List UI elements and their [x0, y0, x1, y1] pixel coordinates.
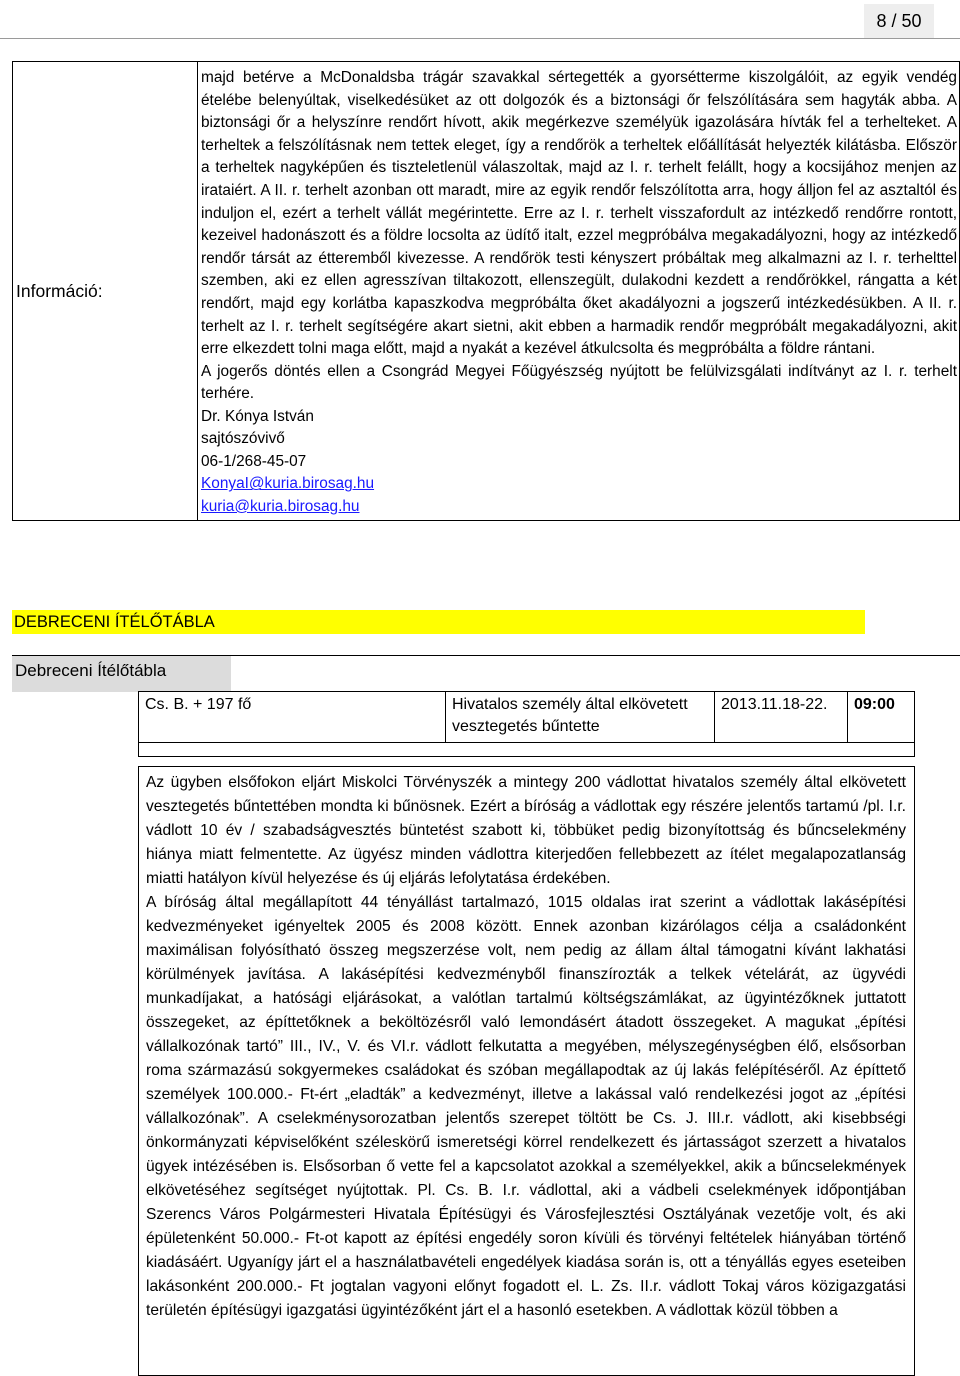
contact-email-link[interactable]: kuria@kuria.birosag.hu — [201, 497, 360, 515]
case-id: Cs. B. + 197 fő — [139, 692, 446, 743]
case-paragraph: A jogerős döntés ellen a Csongrád Megyei Főügyészség nyújtott be felülvizsgálati indítványt az I. r. terhelt terhére. — [201, 362, 957, 403]
summary-paragraph: Az ügyben elsőfokon eljárt Miskolci Törvényszék a mintegy 200 vádlottat hivatalos személy által elkövetett vesztegetés bűntettében mondta ki bűnösnek. Ezért a bíróság a vádlottak egy részére jelentős tartamú /pl. I.r. vádlott 10 év / szabadságvesztés büntetést szabott ki, többüket pedig bizonyítottság és bűncselekmény hiánya miatt felmentette. Az ügyész minden vádlottra kiterjedően fellebbezett az ítélet megalapozatlanság miatti hatályon kívül helyezése és új eljárás lefolytatása érdekében. — [146, 774, 906, 887]
contact-block — [201, 406, 957, 519]
page-number: 8 / 50 — [864, 4, 934, 38]
court-name: Debreceni Ítélőtábla — [12, 656, 231, 692]
table-spacer-row — [138, 742, 915, 757]
header-rule — [0, 38, 960, 39]
contact-email-link[interactable]: KonyaI@kuria.birosag.hu — [201, 475, 375, 493]
case-charge: Hivatalos személy által elkövetett vesztegetés bűntette — [446, 692, 715, 743]
case-paragraph: majd betérve a McDonaldsba trágár szavakkal sértegették a gyorsétterme kiszolgálóit, az egyik vendég ételébe belenyúltak, viselkedésüket az ott dolgozók és a biztonsági őr felszólítására sem hagyták abba. A biztonsági őr a helyszínre rendőrt hívott, akik megérkezve személyük igazolására hívták fel a terhelteket. A terheltek a felszólításnak nem tettek eleget, így a rendőrök a terheltek előállítását helyezték kilátásba. Először a terheltek nagyképűen és tiszteletlenül válaszoltak, majd az I. r. terhelt felállt, hogy a kocsijához menjen az irataiért. A II. r. terhelt azonban ott maradt, mire az egyik rendőr felszólította arra, hogy álljon fel az asztaltól és induljon el, ezért a terhelt vállát megérintette. Erre az I. r. terhelt visszafordult az intézkedő rendőrre rontott, kezeivel hadonászott és a földre locsolta az üdítő italt, ezzel megpróbálva megakadályozni, hogy az intézkedő rendőr társát az étteremből kivezesse. A rendőrök testi kényszert próbáltak meg alkalmazni az I. r. terhelttel szemben, aki ez ellen agresszívan tiltakozott, ellenszegült, dulakodni kezdett a rendőrökkel, rángatta a két rendőrt, majd egy korlátba kapaszkodva megpróbálta őket akadályozni a jogszerű intézkedésükben. A II. r. terhelt az I. r. terhelt segítségére akart sietni, akit ebben a harmadik rendőr megpróbált megakadályozni, akit erre elkezdett tolni maga előtt, majd a nyakát a kezével átkulcsolta és megpróbálta a földre rántani. — [201, 69, 957, 358]
case-row-table — [138, 691, 915, 743]
case-summary — [138, 766, 915, 1376]
info-label: Információ: — [13, 62, 198, 521]
contact-name: Dr. Kónya István — [201, 407, 314, 425]
case-info-table — [12, 61, 960, 521]
court-heading-highlight: DEBRECENI ÍTÉLŐTÁBLA — [12, 610, 865, 634]
contact-role: sajtószóvivő — [201, 430, 285, 448]
hearing-time: 09:00 — [848, 692, 915, 743]
contact-phone: 06-1/268-45-07 — [201, 452, 307, 470]
hearing-date: 2013.11.18-22. — [715, 692, 848, 743]
case-description — [198, 62, 960, 521]
summary-paragraph: A bíróság által megállapított 44 tényállást tartalmazó, 1015 oldalas irat szerint a vádlottak lakásépítési kedvezményeket igényeltek 2005 és 2008 között. Ennek azonban kizárólagos célja a családonként maximálisan folyósítható összeg megszerzése volt, nem pedig az állam által támogatni kívánt lakhatási körülmények javítása. A lakásépítési kedvezményből finanszírozták a telkek vételárát, az ügyvédi munkadíjakat, a hatósági eljárásokat, a valótlan tartalmú költségszámlákat, az ügyintézőknek juttatott összegeket, az építtetőknek a beköltözésről való lemondásért átadott összegeket. A magukat „építési vállalkozónak tartó” III., IV., V. és VI.r. vádlott felkutatta a megyében, mélyszegénységben élő, elsősorban roma származású sokgyermekes családokat és szóban megállapodtak az új lakás felépítéséről. Az építtető személyek 100.000.- Ft-ért „eladták” a kedvezményt, illetve a lakással való rendelkezési jogot az „építési vállalkozónak”. A cselekménysorozatban jelentős szerepet töltött be Cs. J. III.r. vádlott, aki kisebbségi önkormányzati képviselőként széleskörű ismeretségi körrel rendelkezett és jártasságot szerzett a hivatalos ügyek intézésében is. Elsősorban ő vette fel a kapcsolatot azokkal a személyekkel, akik a bűncselekmények elkövetéséhez segítséget nyújtottak. Pl. Cs. B. I.r. vádlottal, aki a vádbeli cselekmények időpontjában Szerencs Város Polgármesteri Hivatala Építésügyi és Városfejlesztési Osztályának vezetője volt, és aki épületenként 50.000.- Ft-ot kapott az építési engedély soron kívüli és törvényi feltételek hiányában történő kiadásáért. Ugyanígy járt el a használatbavételi engedélyek kiadása során is, ott a tényállás egyes eseteiben lakásonként 200.000.- Ft jogtalan vagyoni előnyt fogadott el. L. Zs. II.r. vádlott Tokaj város közigazgatási területén építésügyi igazgatási ügyintézőként járt el a hasonló esetekben. A vádlottak közül többen a — [146, 894, 906, 1319]
